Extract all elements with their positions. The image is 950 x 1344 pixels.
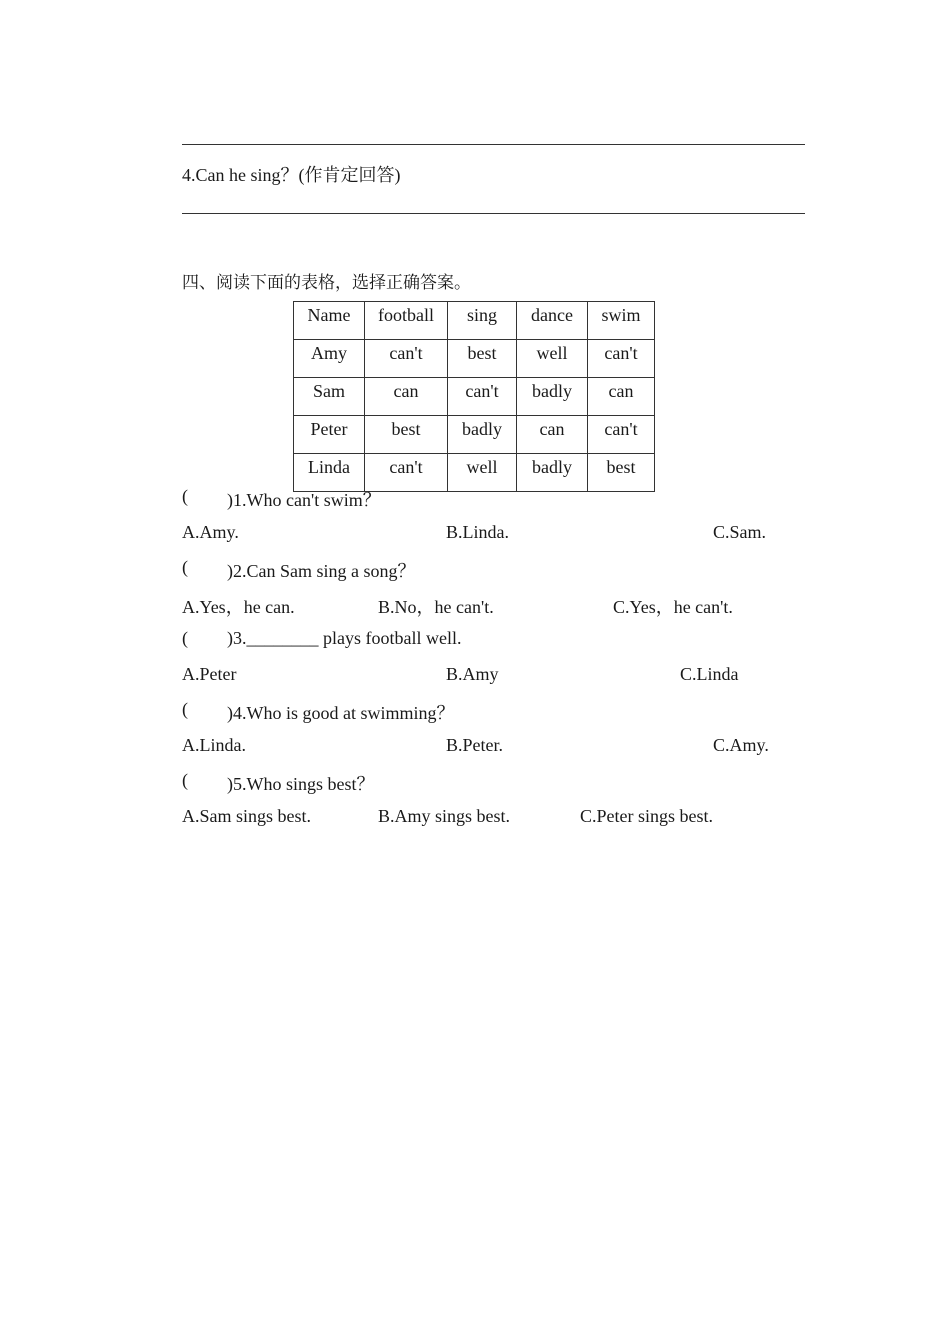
question-2-paren: ( <box>182 557 188 577</box>
table-cell: badly <box>517 454 588 492</box>
question-4-option-a[interactable]: A.Linda. <box>182 735 246 755</box>
table-cell: can't <box>448 378 517 416</box>
question-4-option-c[interactable]: C.Amy. <box>713 735 769 755</box>
question-1-option-c[interactable]: C.Sam. <box>713 522 767 542</box>
question-1-stem: )1.Who can't swim？ <box>227 490 381 510</box>
answer-line-2 <box>182 213 805 214</box>
question-2-stem: )2.Can Sam sing a song？ <box>227 561 416 581</box>
table-cell: best <box>365 416 448 454</box>
question-3-option-a[interactable]: A.Peter <box>182 664 237 684</box>
answer-line-1 <box>182 144 805 145</box>
question-3-option-c[interactable]: C.Linda <box>680 664 739 684</box>
table-header-cell: swim <box>588 302 655 340</box>
section-heading: 四、阅读下面的表格，选择正确答案。 <box>182 273 471 293</box>
question-3-option-b[interactable]: B.Amy <box>446 664 499 684</box>
question-5-paren: ( <box>182 770 188 790</box>
table-cell: Linda <box>294 454 365 492</box>
table-header-cell: dance <box>517 302 588 340</box>
question-1-option-a[interactable]: A.Amy. <box>182 522 239 542</box>
question-3-stem: )3.________ plays football well. <box>227 628 462 648</box>
question-5-option-a[interactable]: A.Sam sings best. <box>182 806 312 826</box>
question-3-paren: ( <box>182 628 188 648</box>
table-cell: badly <box>517 378 588 416</box>
table-cell: Amy <box>294 340 365 378</box>
table-cell: well <box>448 454 517 492</box>
table-header-row <box>294 302 655 340</box>
table-cell: can't <box>365 340 448 378</box>
table-row <box>294 378 655 416</box>
table-cell: best <box>588 454 655 492</box>
question-4-stem: )4.Who is good at swimming？ <box>227 703 455 723</box>
table-header-cell: football <box>365 302 448 340</box>
table-cell: best <box>448 340 517 378</box>
question-4-text: 4.Can he sing？(作肯定回答) <box>182 165 401 185</box>
question-2-option-c[interactable]: C.Yes，he can't. <box>613 597 733 617</box>
table-cell: well <box>517 340 588 378</box>
table-cell: can't <box>365 454 448 492</box>
question-2-option-b[interactable]: B.No，he can't. <box>378 597 494 617</box>
question-1-paren: ( <box>182 486 188 506</box>
table-header-cell: sing <box>448 302 517 340</box>
question-4-paren: ( <box>182 699 188 719</box>
table-row <box>294 416 655 454</box>
table-cell: Peter <box>294 416 365 454</box>
table-row <box>294 340 655 378</box>
question-5-option-c[interactable]: C.Peter sings best. <box>580 806 713 826</box>
question-5-stem: )5.Who sings best？ <box>227 774 375 794</box>
table-cell: can <box>365 378 448 416</box>
question-5-option-b[interactable]: B.Amy sings best. <box>378 806 511 826</box>
table-cell: can <box>588 378 655 416</box>
table-cell: Sam <box>294 378 365 416</box>
question-1-option-b[interactable]: B.Linda. <box>446 522 509 542</box>
question-4-option-b[interactable]: B.Peter. <box>446 735 503 755</box>
table-cell: can't <box>588 416 655 454</box>
table-cell: can't <box>588 340 655 378</box>
table-header-cell: Name <box>294 302 365 340</box>
table-cell: can <box>517 416 588 454</box>
table-cell: badly <box>448 416 517 454</box>
ability-table <box>293 301 655 492</box>
question-2-option-a[interactable]: A.Yes，he can. <box>182 597 295 617</box>
